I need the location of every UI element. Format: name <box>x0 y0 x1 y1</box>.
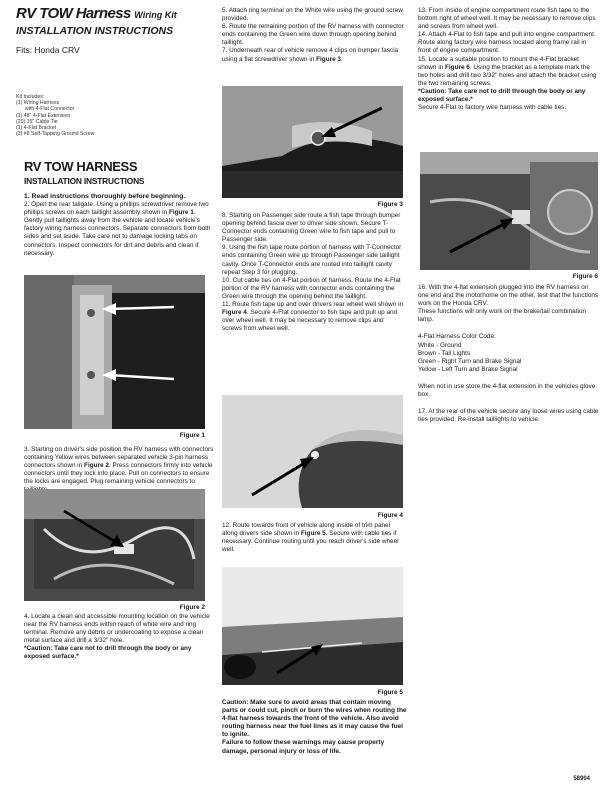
step-5: 5. Attach ring terminal on the White wire using the ground screw provided. <box>222 7 403 23</box>
storage-note: When not in use store the 4-flat extension in the vehicles glove box. <box>418 382 596 399</box>
kit-item: (1) 48" 4-Flat Extension <box>16 112 71 119</box>
step-15-secure: Secure 4-Flat to factory wire harness with cable ties. <box>418 104 567 112</box>
color-code-item: Yellow - Left Turn and Brake Signal <box>418 365 518 373</box>
kit-item: (20) 15" Cable Tie <box>16 118 58 125</box>
step-16: 16. With the 4-flat extension plugged into the RV harness on one end and the motorhome on the other, test that the functions work on the Honda CRV. <box>418 284 599 308</box>
column-1-step-4 <box>24 613 214 662</box>
kit-item: with 4-Flat Connector <box>25 106 75 113</box>
title-block <box>16 6 216 55</box>
kit-heading: Kit Includes: <box>16 94 45 100</box>
fits-vehicle: Fits: Honda CRV <box>16 45 80 55</box>
step-3: 3. Starting on driver's side position the RV harness with connectors containing Yellow wires between separated vehicle 3-pin harness connectors shown in Figure 2. Press connectors firmly into vehicle connectors until they lock into place. Pull on connectors to ensure the locks are engaged. Plug remaining vehicle connectors to <box>24 446 214 486</box>
brand-subtitle: Wiring Kit <box>134 10 177 20</box>
kit-item: (3) #8 Self-Tapping Ground Screw <box>16 131 95 138</box>
column-1 <box>24 193 214 258</box>
step-16-note: These functions will only work on the brake/tail combination lamp. <box>418 308 587 324</box>
step-15: 15. Locate a suitable position to mount the 4-Flat bracket shown in Figure 6. Using the bracket as a template mark the two holes and drill two 3/32" holes and attach the bracket using the two remaining screws. <box>418 55 597 87</box>
kit-item: (1) Wiring Harness <box>16 100 60 107</box>
step-6: 6. Route the remaining portion of the RV harness with connector ends containing the Green wire down through opening behind taillight. <box>222 23 404 47</box>
step-2: 2. Open the rear tailgate. Using a phillips screwdriver remove two phillips screws on each taillight assembly shown in Figure 1. Gently pull taillights away from the vehicle and locate vehicle's factory wiring harness connectors. Separate connectors from both sides and set aside. Take care not to damage locking tabs on connectors. Inspect connectors for dirt and debris and clean if necessary. <box>24 201 211 257</box>
column-2-top <box>222 7 405 64</box>
step-7: 7. Underneath rear of vehicle remove 4 clips on bumper fascia using a flat screwdriver shown in Figure 3. <box>222 47 399 63</box>
column-2-mid <box>222 212 405 333</box>
kit-item: (1) 4-Flat Bracket <box>16 125 57 132</box>
column-3-bottom <box>418 284 600 424</box>
step-4-caution: *Caution: Take care not to drill through the body or any exposed surface.* <box>24 645 192 661</box>
figure-6-photo <box>420 152 598 270</box>
column-2-step-12 <box>222 522 405 554</box>
figure-1-caption: Figure 1 <box>179 432 205 439</box>
figure-2-caption: Figure 2 <box>179 604 205 611</box>
step-15-caution: *Caution: Take care not to drill through the body or any exposed surface.* <box>418 87 586 104</box>
kit-includes <box>16 94 94 137</box>
section-subtitle: INSTALLATION INSTRUCTIONS <box>24 176 145 186</box>
step-4: 4. Locate a clean and accessible mounting location on the vehicle near the RV harness ends within reach of white wire and ring terminal. Remove any debris or undercoating to expose a clean metal surface and drill a 3/32" hole. <box>24 613 210 645</box>
section-title: RV TOW HARNESS <box>24 159 138 174</box>
installation-heading: INSTALLATION INSTRUCTIONS <box>16 25 174 37</box>
color-code-item: White - Ground <box>418 341 462 349</box>
color-code-title: 4-Flat Harness Color Code: <box>418 333 496 341</box>
step-9: 9. Using the fish tape route portion of harness with T-Connector ends containing Green wire up through Passenger side taillight cavity. Once T-Connector ends are routed into taillight cavity repeat Step 3 for plugging. <box>222 244 402 276</box>
column-1-step-3 <box>24 446 214 495</box>
step-14: 14. Attach 4-Flat to fish tape and pull into engine compartment. Route along factory wire harness located along frame rail in front of engine compartment. <box>418 31 596 55</box>
part-number: 58904 <box>573 776 590 782</box>
figure-3-caption: Figure 3 <box>377 201 403 208</box>
figure-5-caption: Figure 5 <box>377 689 403 696</box>
step-11: 11. Route fish tape up and over drivers rear wheel well shown in Figure 4. Secure 4-Flat connector to fish tape and pull up and over wheel well. It may be necessary to remove clips and screws from wheel well. <box>222 301 404 333</box>
step-17: 17. At the rear of the vehicle secure any loose wires using cable ties provided. Re-install taillights to vehicle. <box>418 408 599 424</box>
brand-title: RV TOW Harness Wiring Kit <box>16 5 177 22</box>
step-1: 1. Read instructions thoroughly before beginning. <box>24 193 186 200</box>
step-10: 10. Cut cable ties on 4-Flat portion of harness. Route the 4-Flat portion of the RV harness with connector ends containing the Green wire through the opening behind the taillight. <box>222 276 401 300</box>
caution-text: Caution: Make sure to avoid areas that contain moving parts or could cut, pinch or burn the wires when routing the 4-flat harness towards the front of the vehicle. Also avoid routing harness near the fuel lines as it may cause the fuel to ignite. <box>222 699 407 739</box>
figure-1-photo <box>24 275 205 429</box>
step-13: 13. From inside of engine compartment route fish tape to the bottom right of wheel well. It may be necessary to remove clips and screws from wheel well. <box>418 7 596 31</box>
warning-block <box>222 699 407 756</box>
column-3-top <box>418 7 598 112</box>
figure-3-photo <box>222 86 403 198</box>
figure-4-caption: Figure 4 <box>377 512 403 519</box>
color-code-item: Brown - Tail Lights <box>418 349 471 357</box>
step-12: 12. Route towards front of vehicle along inside of trim panel along drivers side shown in Figure 5. Secure with cable ties if necessary. Continue routing until you reach driver's side wheel well. <box>222 522 399 554</box>
figure-4-photo <box>222 395 403 508</box>
figure-5-photo <box>222 567 403 685</box>
step-8: 8. Starting on Passenger side route a fish tape through bumper opening behind fascia over to driver side shown. Secure T-Connector ends containing Green wire to fish tape and pull to Passenger side. <box>222 212 401 244</box>
color-code-item: Green - Right Turn and Brake Signal <box>418 357 522 365</box>
failure-warning: Failure to follow these warnings may cause property damage, personal injury or loss of life. <box>222 739 385 755</box>
figure-6-caption: Figure 6 <box>572 273 598 280</box>
figure-2-photo <box>24 489 205 601</box>
